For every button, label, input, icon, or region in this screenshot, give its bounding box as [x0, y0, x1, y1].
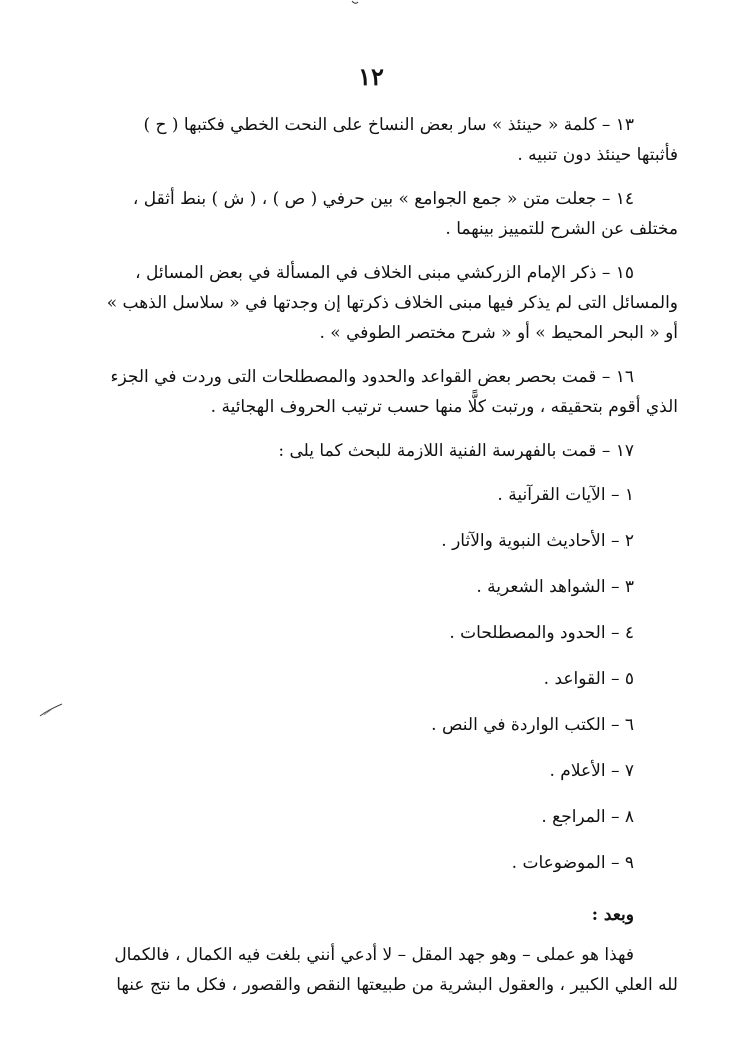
list-item: ٥ – القواعد .: [543, 669, 634, 689]
list-item: ٤ – الحدود والمصطلحات .: [449, 623, 634, 643]
paragraph-line: ١٤ – جعلت متن « جمع الجوامع » بين حرفي ( ص ) ، ( ش ) بنط أثقل ،: [132, 189, 634, 209]
paragraph-line: أو « البحر المحيط » أو « شرح مختصر الطوفي » .: [319, 323, 678, 343]
paragraph-line: ١٥ – ذكر الإمام الزركشي مبنى الخلاف في المسألة في بعض المسائل ،: [135, 263, 634, 283]
paragraph-13: [78, 110, 678, 170]
paragraph-16: [78, 362, 678, 422]
list-item: ١ – الآيات القرآنية .: [497, 485, 634, 505]
paragraph-line: والمسائل التى لم يذكر فيها مبنى الخلاف ذكرتها إن وجدتها في « سلاسل الذهب »: [106, 293, 678, 313]
paragraph-17: [78, 436, 678, 466]
top-mark: [350, 0, 360, 6]
list-item: ٦ – الكتب الواردة في النص .: [431, 715, 634, 735]
list-item: ٩ – الموضوعات .: [511, 853, 634, 873]
page-content: [78, 110, 678, 1014]
stray-pen-mark: [38, 702, 64, 718]
paragraph-14: [78, 184, 678, 244]
closing-paragraph: [78, 940, 678, 1000]
paragraph-line: ١٦ – قمت بحصر بعض القواعد والحدود والمصطلحات التى وردت في الجزء: [110, 367, 634, 387]
paragraph-line: ١٧ – قمت بالفهرسة الفنية اللازمة للبحث كما يلى :: [278, 441, 634, 461]
list-item: ٢ – الأحاديث النبوية والآثار .: [441, 531, 634, 551]
paragraph-line: فهذا هو عملى – وهو جهد المقل – لا أدعي أنني بلغت فيه الكمال ، فالكمال: [114, 945, 634, 965]
paragraph-line: لله العلي الكبير ، والعقول البشرية من طبيعتها النقص والقصور ، فكل ما نتج عنها: [116, 975, 678, 995]
paragraph-line: فأثبتها حينئذ دون تنبيه .: [517, 145, 678, 165]
list-item: ٨ – المراجع .: [541, 807, 634, 827]
list-item: ٣ – الشواهد الشعرية .: [476, 577, 634, 597]
paragraph-15: [78, 258, 678, 348]
index-list: [78, 480, 678, 894]
paragraph-line: الذي أقوم بتحقيقه ، ورتبت كلًّا منها حسب ترتيب الحروف الهجائية .: [210, 397, 678, 417]
paragraph-line: مختلف عن الشرح للتمييز بينهما .: [445, 219, 678, 239]
closing-heading: وبعد :: [591, 905, 634, 925]
list-item: ٧ – الأعلام .: [549, 761, 634, 781]
paragraph-line: ١٣ – كلمة « حينئذ » سار بعض النساخ على النحت الخطي فكتبها ( ح ): [143, 115, 634, 135]
page-number: ١٢: [358, 62, 384, 91]
